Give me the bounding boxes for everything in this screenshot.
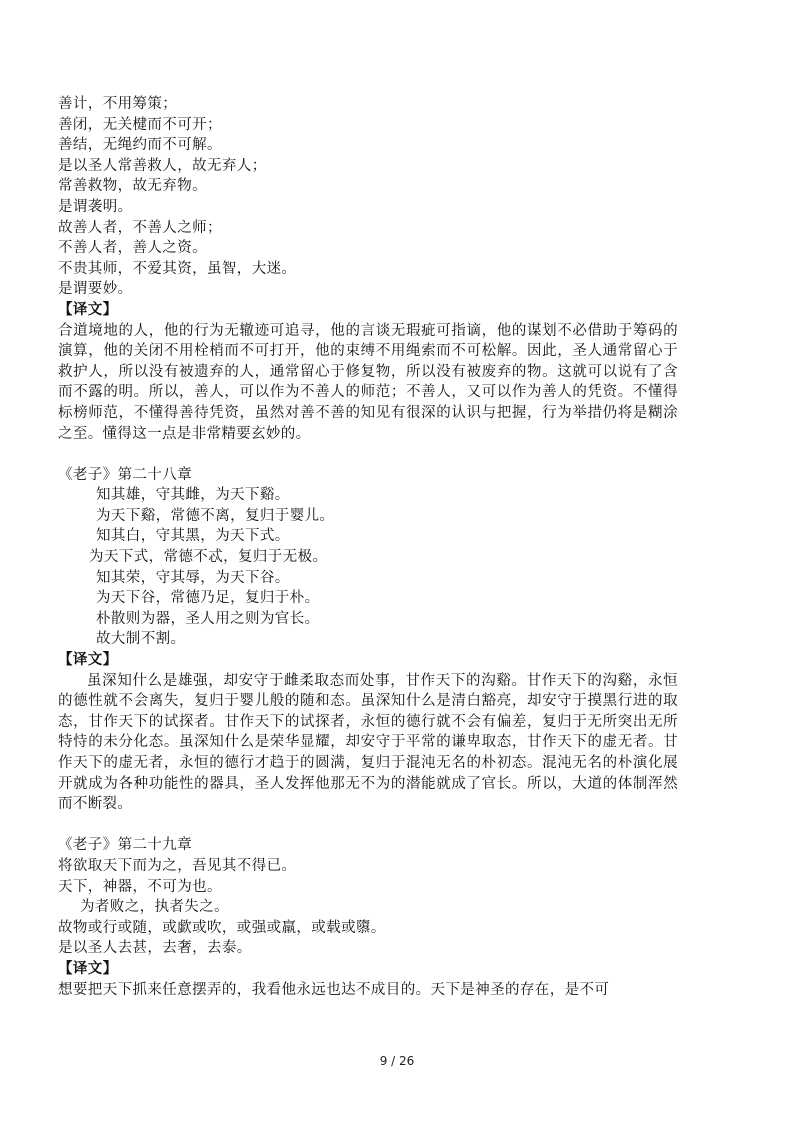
verse-line: 知其白，守其黑，为天下式。 xyxy=(96,528,290,545)
verse-line: 是以圣人去甚，去奢，去泰。 xyxy=(58,940,252,957)
verse-line: 善结，无绳约而不可解。 xyxy=(58,137,222,154)
verse-line: 知其雄，守其雌，为天下谿。 xyxy=(96,487,290,504)
verse-line: 不善人者，善人之资。 xyxy=(58,240,207,257)
verse-line: 为天下式，常德不忒，复归于无极。 xyxy=(89,549,328,566)
verse-line: 是谓要妙。 xyxy=(58,281,133,298)
verse-line: 故大制不割。 xyxy=(96,631,186,648)
translation-label: 【译文】 xyxy=(58,300,118,318)
document-body xyxy=(58,94,678,1000)
translation-label: 【译文】 xyxy=(58,651,118,669)
verse-line: 不贵其师，不爱其资，虽智，大迷。 xyxy=(58,260,297,277)
verse-line: 常善救物，故无弃物。 xyxy=(58,178,207,195)
chapter-title: 《老子》第二十八章 xyxy=(58,466,193,483)
page-number: 9 / 26 xyxy=(379,1054,415,1068)
verse-line: 故善人者，不善人之师； xyxy=(58,219,222,236)
verse-line: 善闭，无关楗而不可开； xyxy=(58,116,222,133)
verse-line: 是谓袭明。 xyxy=(58,198,133,215)
verse-line: 为者败之，执者失之。 xyxy=(80,899,229,916)
chapter-title: 《老子》第二十九章 xyxy=(58,837,193,854)
spacer xyxy=(58,815,678,836)
translation-paragraph: 想要把天下抓来任意摆弄的，我看他永远也达不成目的。天下是神圣的存在，是不可 xyxy=(58,981,610,998)
translation-paragraph: 虽深知什么是雄强，却安守于雌柔取态而处事，甘作天下的沟谿。甘作天下的沟谿，永恒的德性就不会离失，复归于婴儿般的随和态。虽深知什么是清白豁亮，却安守于摸黑行进的取态，甘作天下的试探者。甘作天下的试探者，永恒的德行就不会有偏差，复归于无所突出无所特恃的未分化态。虽深知什么是荣华显耀，却安守于平常的谦卑取态，甘作天下的虚无者。甘作天下的虚无者，永恒的德行才趋于的圆满，复归于混沌无名的朴初态。混沌无名的朴演化展开就成为各种功能性的器具，圣人发挥他那无不为的潜能就成了官长。所以，大道的体制浑然而不断裂。 xyxy=(58,672,678,813)
verse-line: 为天下谿，常德不离，复归于婴儿。 xyxy=(96,507,335,524)
translation-paragraph: 合道境地的人，他的行为无辙迹可追寻，他的言谈无瑕疵可指谪，他的谋划不必借助于筹码的演算，他的关闭不用栓梢而不可打开，他的束缚不用绳索而不可松解。因此，圣人通常留心于救护人，所以没有被遗弃的人，通常留心于修复物，所以没有被废弃的物。这就可以说有了含而不露的明。所以，善人，可以作为不善人的师范；不善人，又可以作为善人的凭资。不懂得标榜师范，不懂得善待凭资，虽然对善不善的知见有很深的认识与把握，行为举措仍将是糊涂之至。懂得这一点是非常精要玄妙的。 xyxy=(58,322,678,442)
verse-line: 善计，不用筹策； xyxy=(58,96,178,112)
translation-label: 【译文】 xyxy=(58,959,118,977)
verse-line: 朴散则为器，圣人用之则为官长。 xyxy=(96,610,320,627)
verse-line: 是以圣人常善救人，故无弃人； xyxy=(58,157,267,174)
verse-line: 知其荣，守其辱，为天下谷。 xyxy=(96,569,290,586)
verse-line: 将欲取天下而为之，吾见其不得已。 xyxy=(58,857,297,874)
verse-line: 天下，神器，不可为也。 xyxy=(58,878,222,895)
spacer xyxy=(58,444,678,465)
verse-line: 为天下谷，常德乃足，复归于朴。 xyxy=(96,590,320,607)
verse-line: 故物或行或随，或歔或吹，或强或羸，或载或隳。 xyxy=(58,919,386,936)
